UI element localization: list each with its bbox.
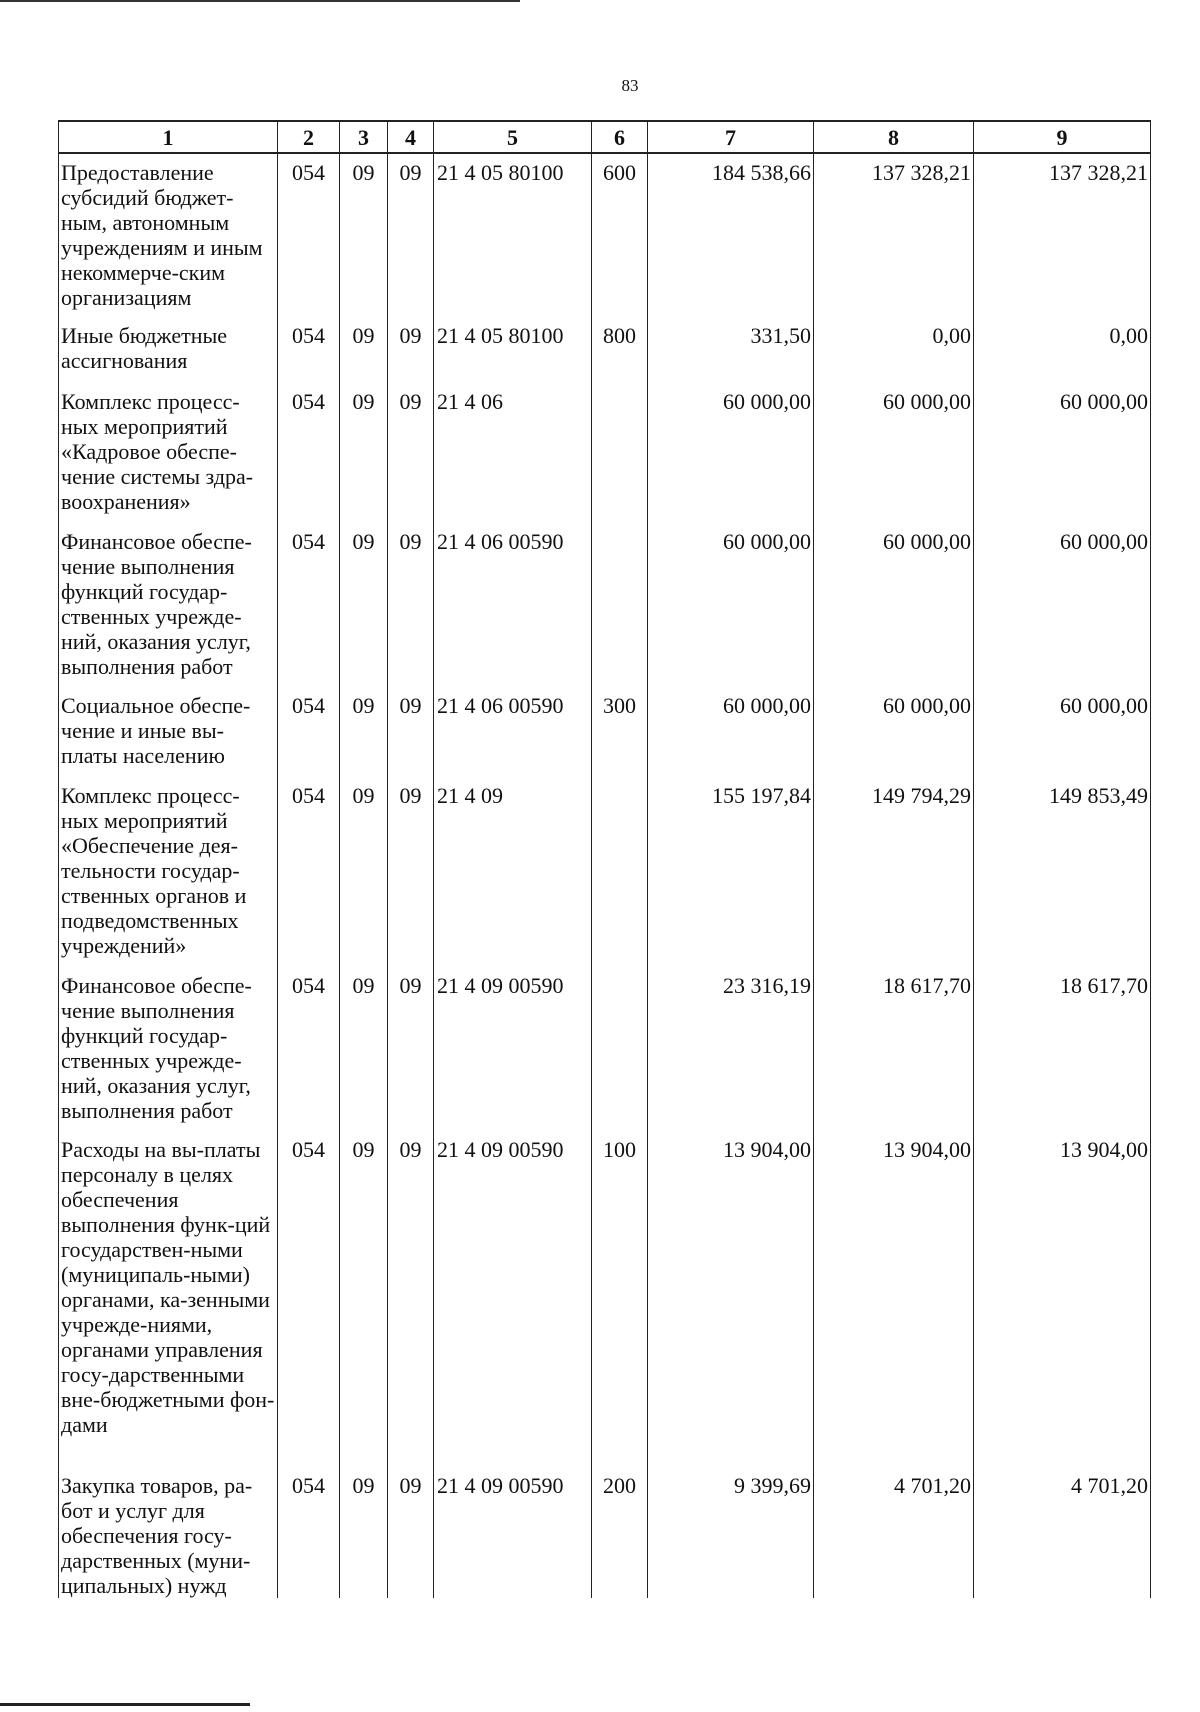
budget-table bbox=[58, 120, 1151, 1598]
amount-col-7: 60 000,00 bbox=[648, 383, 814, 523]
col-header-8: 8 bbox=[814, 121, 974, 153]
section-code: 09 bbox=[340, 317, 388, 383]
subsection-code: 09 bbox=[388, 1131, 434, 1467]
amount-col-9: 18 617,70 bbox=[974, 967, 1151, 1131]
subsection-code: 09 bbox=[388, 383, 434, 523]
target-article-code: 21 4 09 bbox=[434, 777, 592, 967]
ministry-code: 054 bbox=[278, 317, 340, 383]
target-article-code: 21 4 06 bbox=[434, 383, 592, 523]
col-header-7: 7 bbox=[648, 121, 814, 153]
row-name: Комплекс процесс-ных мероприятий «Кадровое обеспе-чение системы здра-воохранения» bbox=[59, 383, 278, 523]
subsection-code: 09 bbox=[388, 687, 434, 777]
amount-col-8: 60 000,00 bbox=[814, 523, 974, 687]
expense-type-code bbox=[592, 523, 648, 687]
row-name: Расходы на вы-платы персоналу в целях обеспечения выполнения функ-ций государствен-ными (муниципаль-ными) органами, ка-зенными учрежде-ниями, органами управления госу-дарственными вне-бюджетными фон-дами bbox=[59, 1131, 278, 1467]
amount-col-8: 60 000,00 bbox=[814, 383, 974, 523]
section-code: 09 bbox=[340, 777, 388, 967]
amount-col-8: 60 000,00 bbox=[814, 687, 974, 777]
row-name: Комплекс процесс-ных мероприятий «Обеспечение дея-тельности государ-ственных органов и подведомственных учреждений» bbox=[59, 777, 278, 967]
amount-col-7: 60 000,00 bbox=[648, 687, 814, 777]
amount-col-9: 137 328,21 bbox=[974, 153, 1151, 317]
ministry-code: 054 bbox=[278, 383, 340, 523]
table-row bbox=[59, 1131, 1151, 1467]
expense-type-code bbox=[592, 383, 648, 523]
ministry-code: 054 bbox=[278, 523, 340, 687]
amount-col-8: 4 701,20 bbox=[814, 1467, 974, 1598]
section-code: 09 bbox=[340, 153, 388, 317]
table-row bbox=[59, 777, 1151, 967]
amount-col-7: 155 197,84 bbox=[648, 777, 814, 967]
table-row bbox=[59, 1467, 1151, 1598]
subsection-code: 09 bbox=[388, 523, 434, 687]
table-row bbox=[59, 967, 1151, 1131]
col-header-2: 2 bbox=[278, 121, 340, 153]
section-code: 09 bbox=[340, 967, 388, 1131]
subsection-code: 09 bbox=[388, 317, 434, 383]
subsection-code: 09 bbox=[388, 777, 434, 967]
expense-type-code: 600 bbox=[592, 153, 648, 317]
target-article-code: 21 4 05 80100 bbox=[434, 153, 592, 317]
ministry-code: 054 bbox=[278, 153, 340, 317]
section-code: 09 bbox=[340, 383, 388, 523]
amount-col-8: 13 904,00 bbox=[814, 1131, 974, 1467]
row-name: Финансовое обеспе-чение выполнения функций государ-ственных учрежде-ний, оказания услуг, выполнения работ bbox=[59, 967, 278, 1131]
target-article-code: 21 4 09 00590 bbox=[434, 967, 592, 1131]
section-code: 09 bbox=[340, 523, 388, 687]
header-row bbox=[59, 121, 1151, 153]
row-name: Предоставление субсидий бюджет-ным, автономным учреждениям и иным некоммерче-ским организациям bbox=[59, 153, 278, 317]
table-row bbox=[59, 153, 1151, 317]
amount-col-9: 0,00 bbox=[974, 317, 1151, 383]
target-article-code: 21 4 05 80100 bbox=[434, 317, 592, 383]
col-header-5: 5 bbox=[434, 121, 592, 153]
amount-col-7: 23 316,19 bbox=[648, 967, 814, 1131]
expense-type-code bbox=[592, 777, 648, 967]
top-scan-edge bbox=[0, 0, 520, 2]
ministry-code: 054 bbox=[278, 777, 340, 967]
col-header-4: 4 bbox=[388, 121, 434, 153]
expense-type-code: 800 bbox=[592, 317, 648, 383]
ministry-code: 054 bbox=[278, 1467, 340, 1598]
amount-col-7: 13 904,00 bbox=[648, 1131, 814, 1467]
amount-col-7: 184 538,66 bbox=[648, 153, 814, 317]
amount-col-9: 60 000,00 bbox=[974, 687, 1151, 777]
amount-col-9: 60 000,00 bbox=[974, 523, 1151, 687]
amount-col-9: 60 000,00 bbox=[974, 383, 1151, 523]
row-name: Иные бюджетные ассигнования bbox=[59, 317, 278, 383]
row-name: Финансовое обеспе-чение выполнения функций государ-ственных учрежде-ний, оказания услуг, выполнения работ bbox=[59, 523, 278, 687]
amount-col-7: 331,50 bbox=[648, 317, 814, 383]
table-row bbox=[59, 687, 1151, 777]
amount-col-7: 9 399,69 bbox=[648, 1467, 814, 1598]
amount-col-8: 137 328,21 bbox=[814, 153, 974, 317]
amount-col-8: 149 794,29 bbox=[814, 777, 974, 967]
target-article-code: 21 4 06 00590 bbox=[434, 523, 592, 687]
expense-type-code: 100 bbox=[592, 1131, 648, 1467]
target-article-code: 21 4 09 00590 bbox=[434, 1467, 592, 1598]
table-row bbox=[59, 317, 1151, 383]
subsection-code: 09 bbox=[388, 1467, 434, 1598]
amount-col-8: 0,00 bbox=[814, 317, 974, 383]
target-article-code: 21 4 09 00590 bbox=[434, 1131, 592, 1467]
col-header-1: 1 bbox=[59, 121, 278, 153]
ministry-code: 054 bbox=[278, 967, 340, 1131]
section-code: 09 bbox=[340, 687, 388, 777]
amount-col-9: 4 701,20 bbox=[974, 1467, 1151, 1598]
ministry-code: 054 bbox=[278, 687, 340, 777]
row-name: Закупка товаров, ра-бот и услуг для обеспечения госу-дарственных (муни-ципальных) нужд bbox=[59, 1467, 278, 1598]
bottom-scan-edge bbox=[0, 1703, 250, 1706]
table-row bbox=[59, 383, 1151, 523]
amount-col-9: 13 904,00 bbox=[974, 1131, 1151, 1467]
amount-col-7: 60 000,00 bbox=[648, 523, 814, 687]
row-name: Социальное обеспе-чение и иные вы-платы населению bbox=[59, 687, 278, 777]
table-row bbox=[59, 523, 1151, 687]
target-article-code: 21 4 06 00590 bbox=[434, 687, 592, 777]
amount-col-9: 149 853,49 bbox=[974, 777, 1151, 967]
subsection-code: 09 bbox=[388, 967, 434, 1131]
ministry-code: 054 bbox=[278, 1131, 340, 1467]
amount-col-8: 18 617,70 bbox=[814, 967, 974, 1131]
section-code: 09 bbox=[340, 1467, 388, 1598]
section-code: 09 bbox=[340, 1131, 388, 1467]
expense-type-code: 300 bbox=[592, 687, 648, 777]
col-header-6: 6 bbox=[592, 121, 648, 153]
expense-type-code: 200 bbox=[592, 1467, 648, 1598]
expense-type-code bbox=[592, 967, 648, 1131]
col-header-9: 9 bbox=[974, 121, 1151, 153]
subsection-code: 09 bbox=[388, 153, 434, 317]
page-number: 83 bbox=[621, 76, 639, 95]
col-header-3: 3 bbox=[340, 121, 388, 153]
